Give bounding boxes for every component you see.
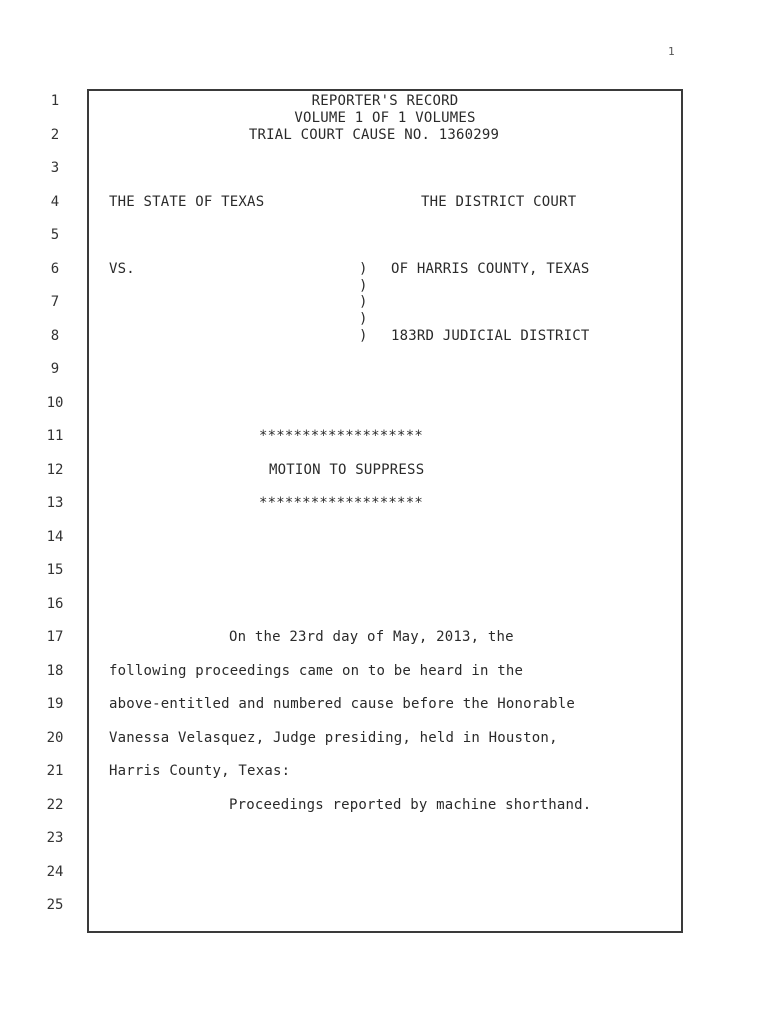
body-line: Vanessa Velasquez, Judge presiding, held in Houston, — [109, 730, 558, 746]
line-number: 17 — [46, 629, 64, 645]
line-number: 14 — [46, 529, 64, 545]
line-number: 11 — [46, 428, 64, 444]
paren: ) — [359, 328, 368, 344]
volume-line: VOLUME 1 OF 1 VOLUMES — [294, 110, 476, 126]
paren: ) — [359, 311, 368, 327]
motion-title: MOTION TO SUPPRESS — [269, 462, 425, 478]
line-number: 6 — [50, 261, 60, 277]
line-number: 25 — [46, 897, 64, 913]
line-number: 12 — [46, 462, 64, 478]
line-number: 13 — [46, 495, 64, 511]
vs-label: VS. — [109, 261, 135, 277]
body-line: On the 23rd day of May, 2013, the — [229, 629, 514, 645]
page-number: 1 — [668, 45, 675, 58]
state-party: THE STATE OF TEXAS — [109, 194, 265, 210]
line-number: 16 — [46, 596, 64, 612]
line-number: 3 — [50, 160, 60, 176]
body-line: above-entitled and numbered cause before the Honorable — [109, 696, 575, 712]
line-number: 9 — [50, 361, 60, 377]
line-number: 4 — [50, 194, 60, 210]
body-line: Proceedings reported by machine shorthand. — [229, 797, 592, 813]
cause-number: TRIAL COURT CAUSE NO. 1360299 — [248, 127, 500, 143]
body-line: following proceedings came on to be heard in the — [109, 663, 524, 679]
line-number: 24 — [46, 864, 64, 880]
line-number: 10 — [46, 395, 64, 411]
body-line: Harris County, Texas: — [109, 763, 291, 779]
line-number: 18 — [46, 663, 64, 679]
line-number: 15 — [46, 562, 64, 578]
line-number: 21 — [46, 763, 64, 779]
paren: ) — [359, 278, 368, 294]
line-number: 8 — [50, 328, 60, 344]
line-number: 20 — [46, 730, 64, 746]
line-number: 22 — [46, 797, 64, 813]
line-number: 5 — [50, 227, 60, 243]
star-divider: ******************* — [259, 428, 423, 444]
court-name: THE DISTRICT COURT — [421, 194, 577, 210]
paren: ) — [359, 294, 368, 310]
record-title: REPORTER'S RECORD — [311, 93, 459, 109]
line-number: 7 — [50, 294, 60, 310]
county-line: OF HARRIS COUNTY, TEXAS — [391, 261, 590, 277]
line-number: 2 — [50, 127, 60, 143]
star-divider: ******************* — [259, 495, 423, 511]
paren: ) — [359, 261, 368, 277]
line-number: 23 — [46, 830, 64, 846]
line-number: 19 — [46, 696, 64, 712]
line-number: 1 — [50, 93, 60, 109]
district-line: 183RD JUDICIAL DISTRICT — [391, 328, 590, 344]
